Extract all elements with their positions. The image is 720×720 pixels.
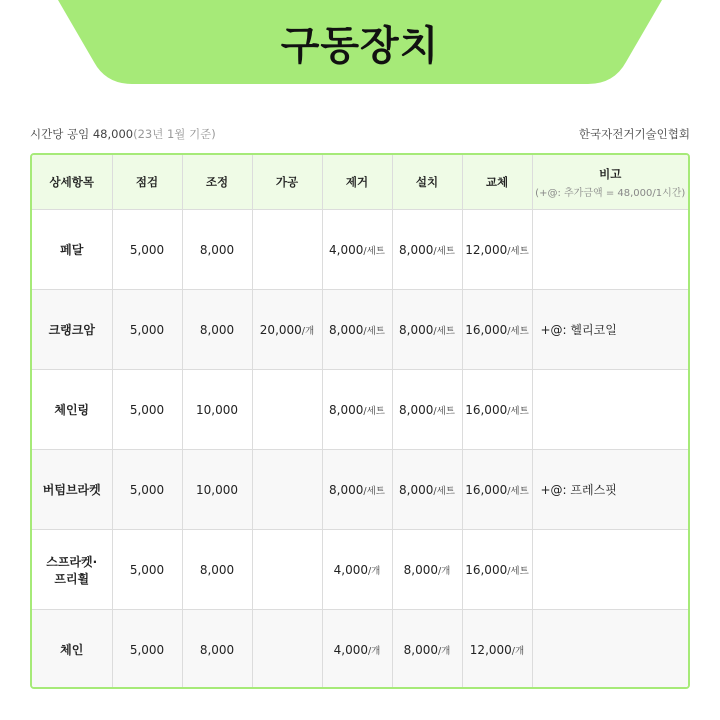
adjust-price: 10,000 [182,370,252,450]
machining-price [252,530,322,610]
adjust-price: 8,000 [182,610,252,690]
adjust-price: 8,000 [182,210,252,290]
replace-value: 16,000 [465,562,508,577]
header-item: 상세항목 [32,155,112,210]
replace-value: 16,000 [465,482,508,497]
install-value: 8,000 [399,322,434,337]
remove-price [322,450,392,530]
item-name [32,290,112,370]
price-table-container [30,153,690,689]
adjust-price: 10,000 [182,450,252,530]
header-machining: 가공 [252,155,322,210]
check-price: 5,000 [112,530,182,610]
install-unit: /세트 [433,405,455,417]
item-name-text: 체인 [60,643,84,658]
replace-price [462,210,532,290]
remove-price [322,210,392,290]
item-name [32,370,112,450]
install-unit: /세트 [433,485,455,497]
remove-price [322,610,392,690]
header-remark-label: 비고 [599,166,622,181]
item-name-text-line2: 프리휠 [54,571,90,586]
machining-price [252,610,322,690]
price-table [32,155,688,689]
item-name-text: 스프라켓· [46,554,98,569]
install-value: 8,000 [403,562,438,577]
remove-value: 4,000 [333,562,368,577]
replace-value: 16,000 [465,322,508,337]
install-unit: /개 [437,645,451,657]
header-adjust: 조정 [182,155,252,210]
check-price: 5,000 [112,450,182,530]
item-name [32,610,112,690]
replace-unit: /개 [511,645,525,657]
machining-price [252,370,322,450]
install-value: 8,000 [403,642,438,657]
replace-price [462,290,532,370]
header-remove: 제거 [322,155,392,210]
item-name [32,530,112,610]
machining-unit: /개 [301,325,315,337]
remove-value: 8,000 [329,322,364,337]
remove-value: 4,000 [329,242,364,257]
install-price [392,610,462,690]
header-check: 점검 [112,155,182,210]
replace-unit: /세트 [507,565,529,577]
machining-price [252,290,322,370]
install-value: 8,000 [399,482,434,497]
table-row [32,370,688,450]
remove-value: 4,000 [333,642,368,657]
remark [532,610,688,690]
remove-value: 8,000 [329,402,364,417]
adjust-price: 8,000 [182,530,252,610]
machining-value: 20,000 [259,322,302,337]
item-name [32,210,112,290]
remove-unit: /세트 [363,485,385,497]
install-unit: /세트 [433,325,455,337]
check-price: 5,000 [112,610,182,690]
item-name-text: 크랭크암 [48,323,95,337]
header-remark [532,155,688,210]
install-unit: /세트 [433,245,455,257]
check-price: 5,000 [112,370,182,450]
remove-unit: /개 [367,645,381,657]
item-name-text: 체인링 [54,403,90,417]
replace-value: 16,000 [465,402,508,417]
table-row [32,530,688,610]
replace-unit: /세트 [507,485,529,497]
replace-value: 12,000 [465,242,508,257]
remove-price [322,530,392,610]
header-install: 설치 [392,155,462,210]
remark: +@: 헬리코일 [532,290,688,370]
item-name-text: 버텀브라켓 [42,483,101,497]
remove-unit: /세트 [363,325,385,337]
check-price: 5,000 [112,210,182,290]
replace-price [462,370,532,450]
remove-value: 8,000 [329,482,364,497]
labor-rate-date: (23년 1월 기준) [133,127,216,141]
table-row [32,450,688,530]
remark [532,370,688,450]
check-price: 5,000 [112,290,182,370]
item-name [32,450,112,530]
replace-value: 12,000 [469,642,512,657]
replace-price [462,530,532,610]
page-title: 구동장치 [280,23,440,69]
table-row [32,290,688,370]
install-value: 8,000 [399,402,434,417]
install-price [392,210,462,290]
remove-unit: /개 [367,565,381,577]
item-name-text: 페달 [60,243,84,257]
adjust-price: 8,000 [182,290,252,370]
install-price [392,370,462,450]
replace-unit: /세트 [507,405,529,417]
remove-unit: /세트 [363,405,385,417]
remark: +@: 프레스핏 [532,450,688,530]
remark [532,210,688,290]
replace-unit: /세트 [507,245,529,257]
install-price [392,530,462,610]
install-price [392,290,462,370]
labor-rate-text: 시간당 공임 48,000 [30,127,134,141]
machining-price [252,210,322,290]
remove-price [322,290,392,370]
remove-price [322,370,392,450]
replace-price [462,610,532,690]
source-label: 한국자전거기술인협회 [578,127,690,141]
labor-rate [30,126,216,142]
remove-unit: /세트 [363,245,385,257]
install-unit: /개 [437,565,451,577]
table-row [32,210,688,290]
header-remark-note: (+@: 추가금액 = 48,000/1시간) [535,187,686,199]
remark [532,530,688,610]
install-value: 8,000 [399,242,434,257]
table-row [32,610,688,690]
replace-unit: /세트 [507,325,529,337]
machining-price [252,450,322,530]
title-banner [58,0,662,84]
header-replace: 교체 [462,155,532,210]
install-price [392,450,462,530]
replace-price [462,450,532,530]
table-header-row [32,155,688,210]
